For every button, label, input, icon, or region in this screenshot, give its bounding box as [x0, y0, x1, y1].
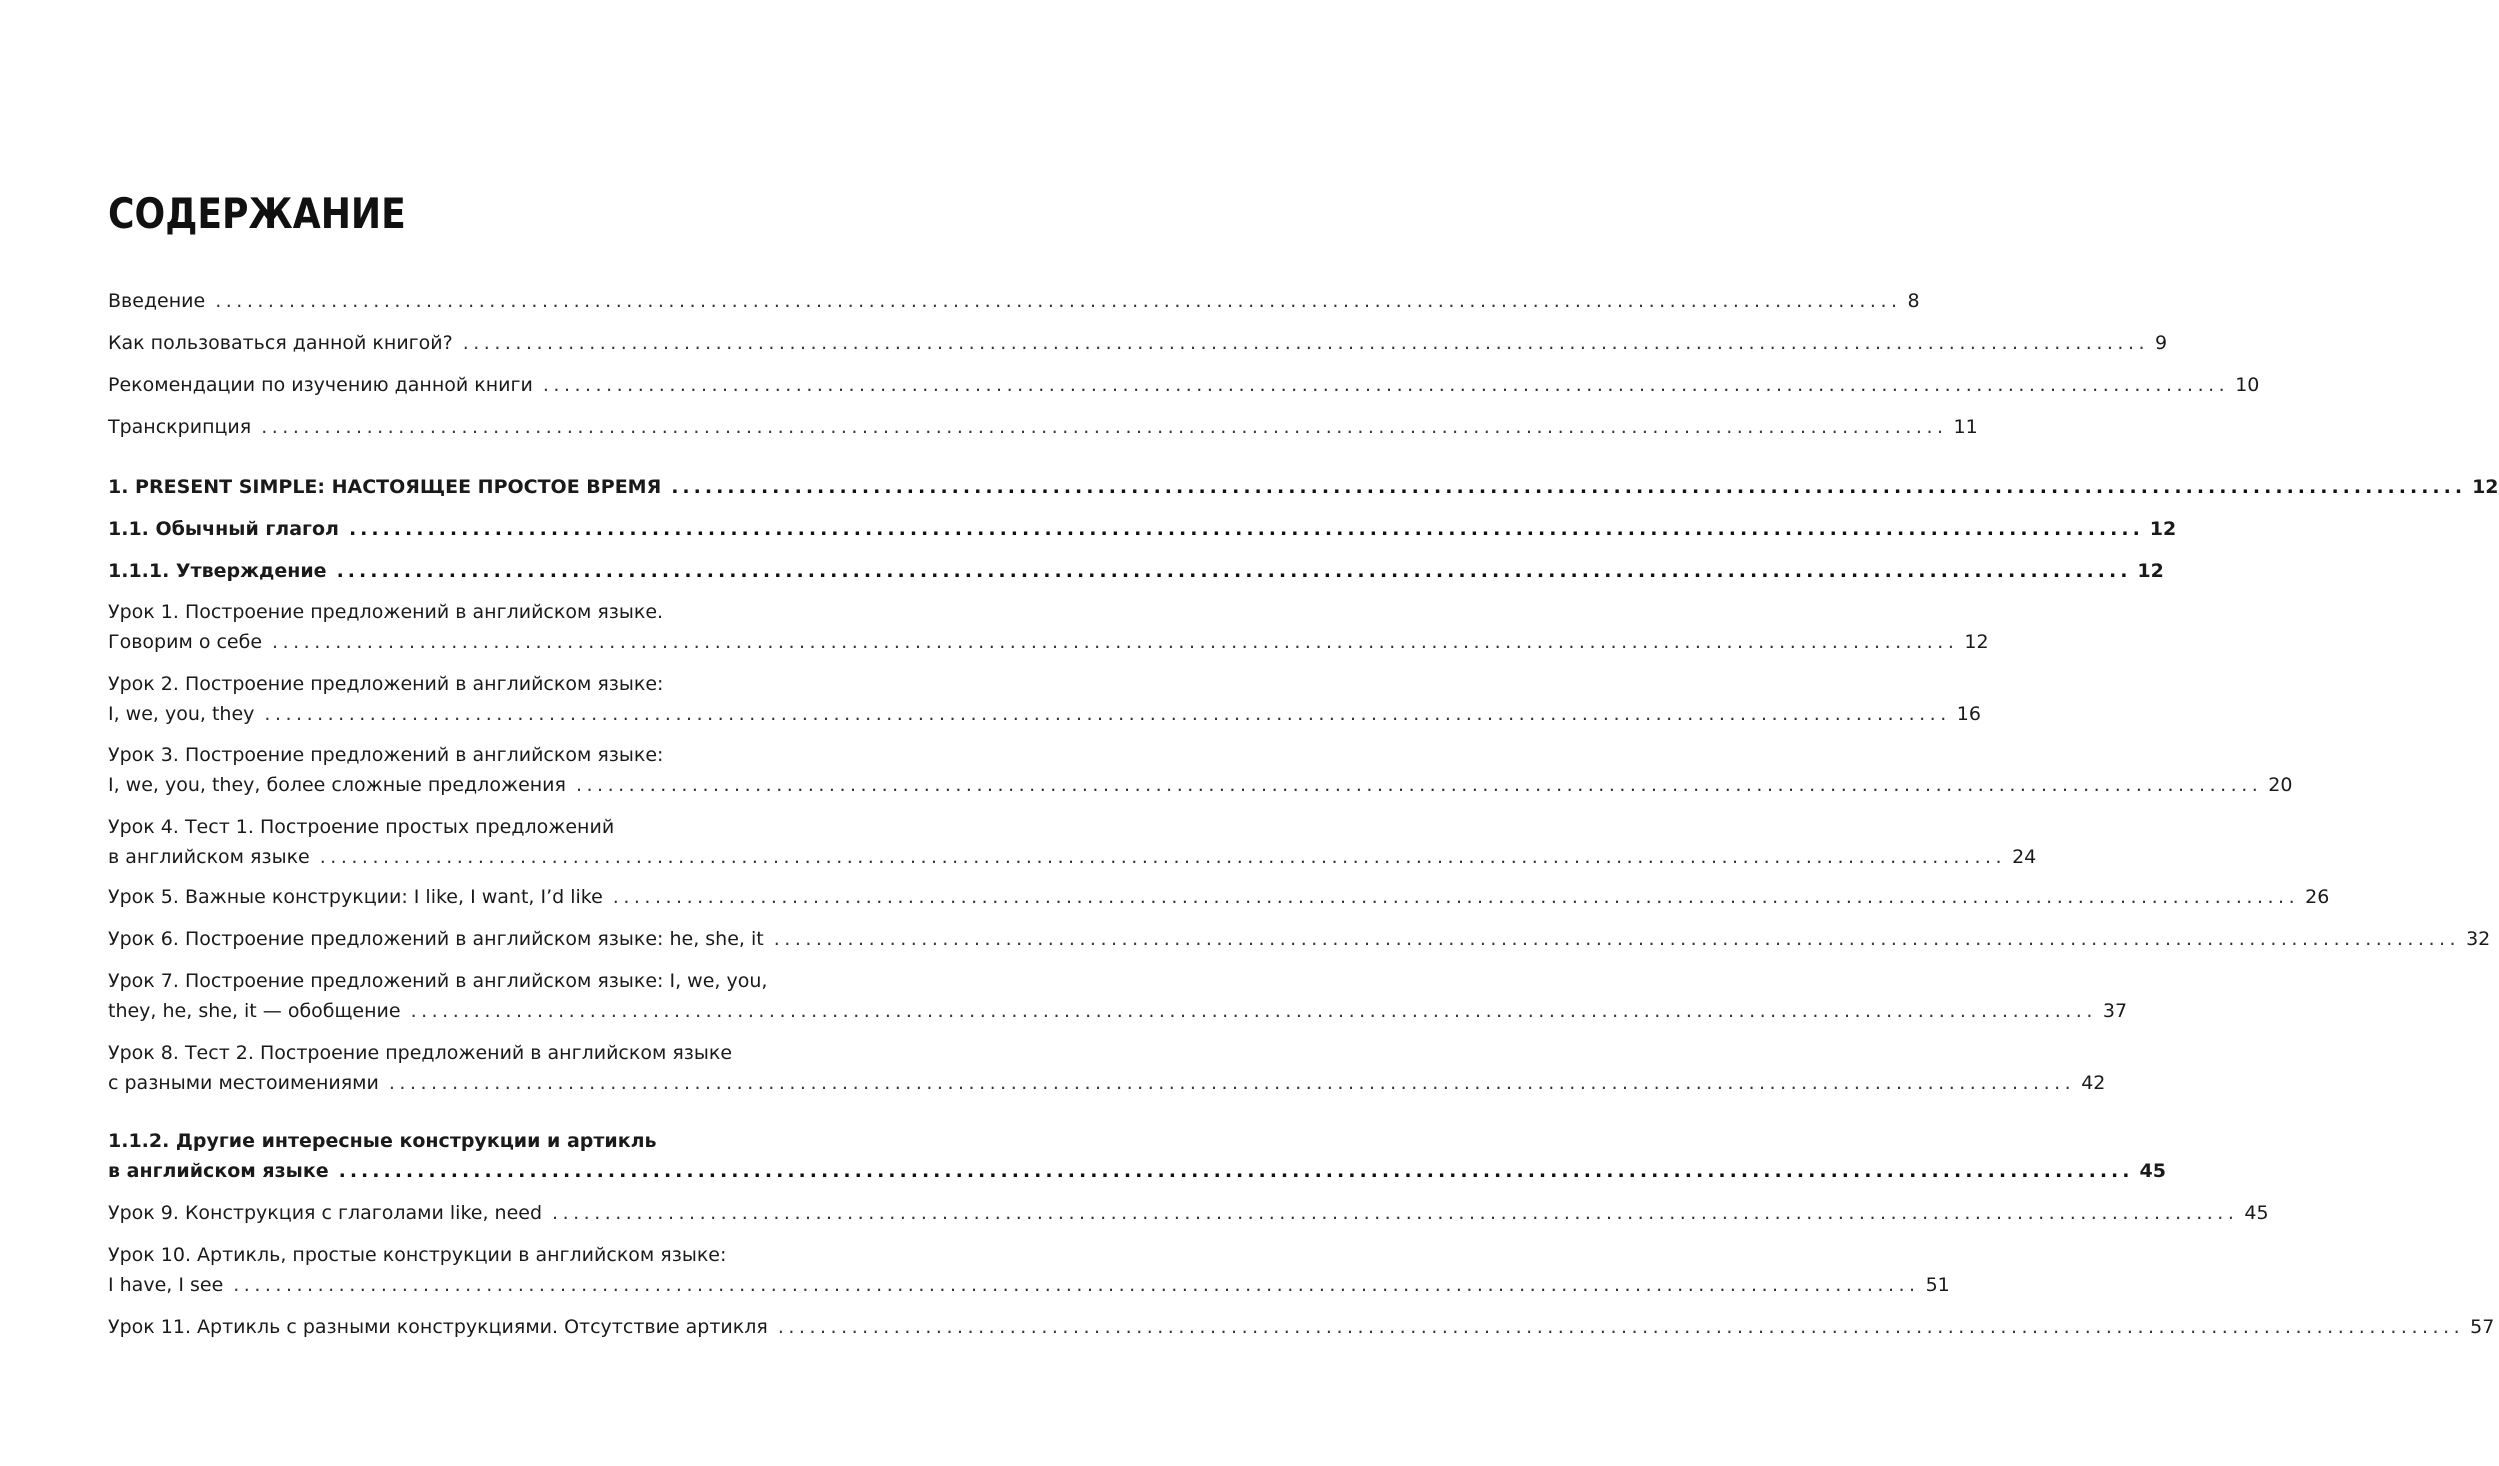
toc-entry-text: 1.1. Обычный глагол	[108, 518, 339, 540]
toc-entry-text: Урок 7. Построение предложений в английском языке: I, we, you,	[108, 970, 768, 992]
toc-entry-text: в английском языке	[108, 846, 310, 868]
dot-leader: ................................................................................................................................................................	[319, 846, 2007, 868]
toc-page-number: 45	[2139, 1160, 2166, 1182]
toc-entry-text: Урок 11. Артикль с разными конструкциями. Отсутствие артикля	[108, 1316, 768, 1338]
toc-entry-line	[108, 669, 849, 699]
toc-page-number: 9	[2155, 332, 2168, 354]
toc-page-number: 16	[1956, 703, 1981, 725]
toc-entry-text: Рекомендации по изучению данной книги	[108, 374, 533, 396]
toc-entry-line	[108, 842, 2037, 872]
toc-entry-text: I, we, you, they, более сложные предложения	[108, 774, 566, 796]
toc-entry-text: Введение	[108, 290, 206, 312]
toc-page-number: 26	[2305, 886, 2330, 908]
toc-entry-line	[108, 328, 2168, 358]
toc-page-number: 45	[2244, 1202, 2269, 1224]
toc-page-number: 12	[2149, 518, 2177, 540]
toc-entry-text: Урок 8. Тест 2. Построение предложений в английском языке	[108, 1042, 733, 1064]
toc-entry-line	[108, 1312, 2495, 1342]
toc-entry-text: 1.1.2. Другие интересные конструкции и артикль	[108, 1130, 657, 1152]
dot-leader: ................................................................................................................................................................	[410, 1000, 2097, 1022]
toc-page-number: 57	[2470, 1316, 2495, 1338]
toc-page-number: 11	[1953, 416, 1978, 438]
dot-leader: ................................................................................................................................................................	[348, 518, 2144, 540]
toc-page-number: 37	[2102, 1000, 2128, 1022]
toc-entry-line	[108, 966, 849, 996]
toc-entry-line	[108, 627, 1989, 657]
toc-entry-text: they, he, she, it — обобщение	[108, 1000, 401, 1022]
toc-entry-line	[108, 1270, 1950, 1300]
toc-page-number: 51	[1925, 1274, 1950, 1296]
toc-entry-line	[108, 412, 1978, 442]
toc-entry-line	[108, 1240, 849, 1270]
dot-leader: ................................................................................................................................................................	[542, 374, 2230, 396]
toc-entry-line	[108, 740, 849, 770]
toc-page-number: 42	[2081, 1072, 2106, 1094]
dot-leader: ................................................................................................................................................................	[388, 1072, 2076, 1094]
dot-leader: ................................................................................................................................................................	[773, 928, 2461, 950]
dot-leader: ................................................................................................................................................................	[261, 416, 1948, 438]
toc-entry-text: в английском языке	[108, 1160, 329, 1182]
toc-entry-line	[108, 370, 2260, 400]
toc-entry-line	[108, 924, 2491, 954]
toc-page-number: 24	[2012, 846, 2037, 868]
toc-entry-text: с разными местоимениями	[108, 1072, 379, 1094]
toc-entry-line	[108, 1198, 2269, 1228]
toc-entry-text: Урок 10. Артикль, простые конструкции в английском языке:	[108, 1244, 727, 1266]
dot-leader: ................................................................................................................................................................	[264, 703, 1951, 725]
page-title: СОДЕРЖАНИЕ	[108, 189, 406, 238]
toc-entry-text: I, we, you, they	[108, 703, 255, 725]
toc-entry-line	[108, 1126, 849, 1156]
toc-page-number: 20	[2268, 774, 2293, 796]
toc-page-number: 12	[1964, 631, 1989, 653]
toc-entry-line	[108, 812, 849, 842]
toc-entry-text: Транскрипция	[108, 416, 252, 438]
dot-leader: ................................................................................................................................................................	[462, 332, 2150, 354]
dot-leader: ................................................................................................................................................................	[338, 1160, 2134, 1182]
toc-entry-text: 1. PRESENT SIMPLE: НАСТОЯЩЕЕ ПРОСТОЕ ВРЕМЯ	[108, 476, 662, 498]
toc-entry-line	[108, 699, 1981, 729]
toc-entry-text: Урок 3. Построение предложений в английском языке:	[108, 744, 664, 766]
toc-page-number: 32	[2466, 928, 2491, 950]
toc-entry-text: Урок 1. Построение предложений в английском языке.	[108, 601, 664, 623]
toc-entry-text: Урок 6. Построение предложений в английском языке: he, she, it	[108, 928, 764, 950]
toc-entry-text: Урок 2. Построение предложений в английском языке:	[108, 673, 664, 695]
dot-leader: ................................................................................................................................................................	[552, 1202, 2239, 1224]
toc-entry-line	[108, 597, 849, 627]
toc-entry-line	[108, 472, 2499, 502]
toc-entry-text: 1.1.1. Утверждение	[108, 560, 327, 582]
toc-entry-text: Как пользоваться данной книгой?	[108, 332, 453, 354]
toc-entry-text: Урок 9. Конструкция с глаголами like, need	[108, 1202, 543, 1224]
toc-page-number: 10	[2235, 374, 2260, 396]
toc-entry-line	[108, 996, 2128, 1026]
toc-page-number: 12	[2472, 476, 2499, 498]
toc-entry-line	[108, 1038, 849, 1068]
toc-entry-text: Урок 4. Тест 1. Построение простых предложений	[108, 816, 615, 838]
dot-leader: ................................................................................................................................................................	[777, 1316, 2465, 1338]
toc-entry-line	[108, 1156, 2166, 1186]
dot-leader: ................................................................................................................................................................	[671, 476, 2467, 498]
toc-entry-line	[108, 514, 2177, 544]
toc-entry-line	[108, 556, 2164, 586]
toc-entry-line	[108, 1068, 2106, 1098]
toc-entry-line	[108, 882, 2330, 912]
toc-entry-text: I have, I see	[108, 1274, 224, 1296]
toc-entry-line	[108, 286, 1920, 316]
dot-leader: ................................................................................................................................................................	[233, 1274, 1920, 1296]
toc-page-number: 8	[1907, 290, 1920, 312]
dot-leader: ................................................................................................................................................................	[612, 886, 2300, 908]
toc-entry-text: Говорим о себе	[108, 631, 263, 653]
dot-leader: ................................................................................................................................................................	[336, 560, 2132, 582]
dot-leader: ................................................................................................................................................................	[575, 774, 2263, 796]
toc-entry-text: Урок 5. Важные конструкции: I like, I want, I’d like	[108, 886, 603, 908]
dot-leader: ................................................................................................................................................................	[215, 290, 1902, 312]
dot-leader: ................................................................................................................................................................	[272, 631, 1959, 653]
toc-entry-line	[108, 770, 2293, 800]
toc-page-number: 12	[2137, 560, 2164, 582]
